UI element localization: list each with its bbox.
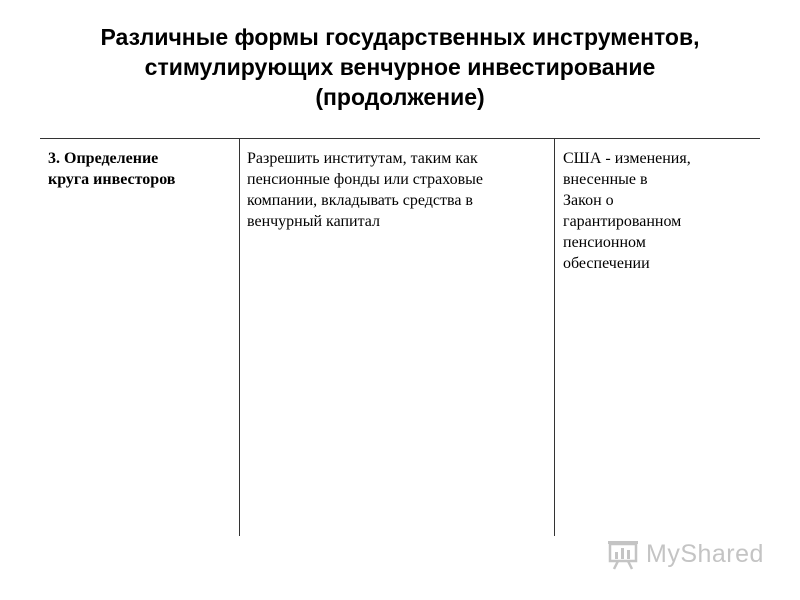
watermark-text: MyShared <box>646 539 764 568</box>
cell-line: обеспечении <box>563 255 650 272</box>
page-title <box>20 22 780 112</box>
cell-line: внесенные в <box>563 171 648 188</box>
cell-line: пенсионном <box>563 234 646 251</box>
column-divider <box>239 139 240 536</box>
cell-line: Закон о <box>563 192 614 209</box>
table-cell-measure <box>247 148 549 232</box>
cell-line: компании, вкладывать средства в <box>247 192 473 209</box>
title-line: Различные формы государственных инструментов, <box>100 24 700 50</box>
column-divider <box>554 139 555 536</box>
cell-line: США - изменения, <box>563 150 691 167</box>
table-cell-example <box>563 148 753 274</box>
title-line: (продолжение) <box>315 84 485 110</box>
cell-line: круга инвесторов <box>48 171 176 188</box>
title-line: стимулирующих венчурное инвестирование <box>144 54 656 80</box>
cell-line: гарантированном <box>563 213 682 230</box>
table-top-border <box>40 138 760 139</box>
table-cell-category <box>48 148 233 190</box>
cell-line: 3. Определение <box>48 150 159 167</box>
cell-line: пенсионные фонды или страховые <box>247 171 483 188</box>
presentation-board-icon <box>606 537 640 571</box>
cell-line: Разрешить институтам, таким как <box>247 150 478 167</box>
cell-line: венчурный капитал <box>247 213 381 230</box>
watermark-logo <box>606 534 766 574</box>
